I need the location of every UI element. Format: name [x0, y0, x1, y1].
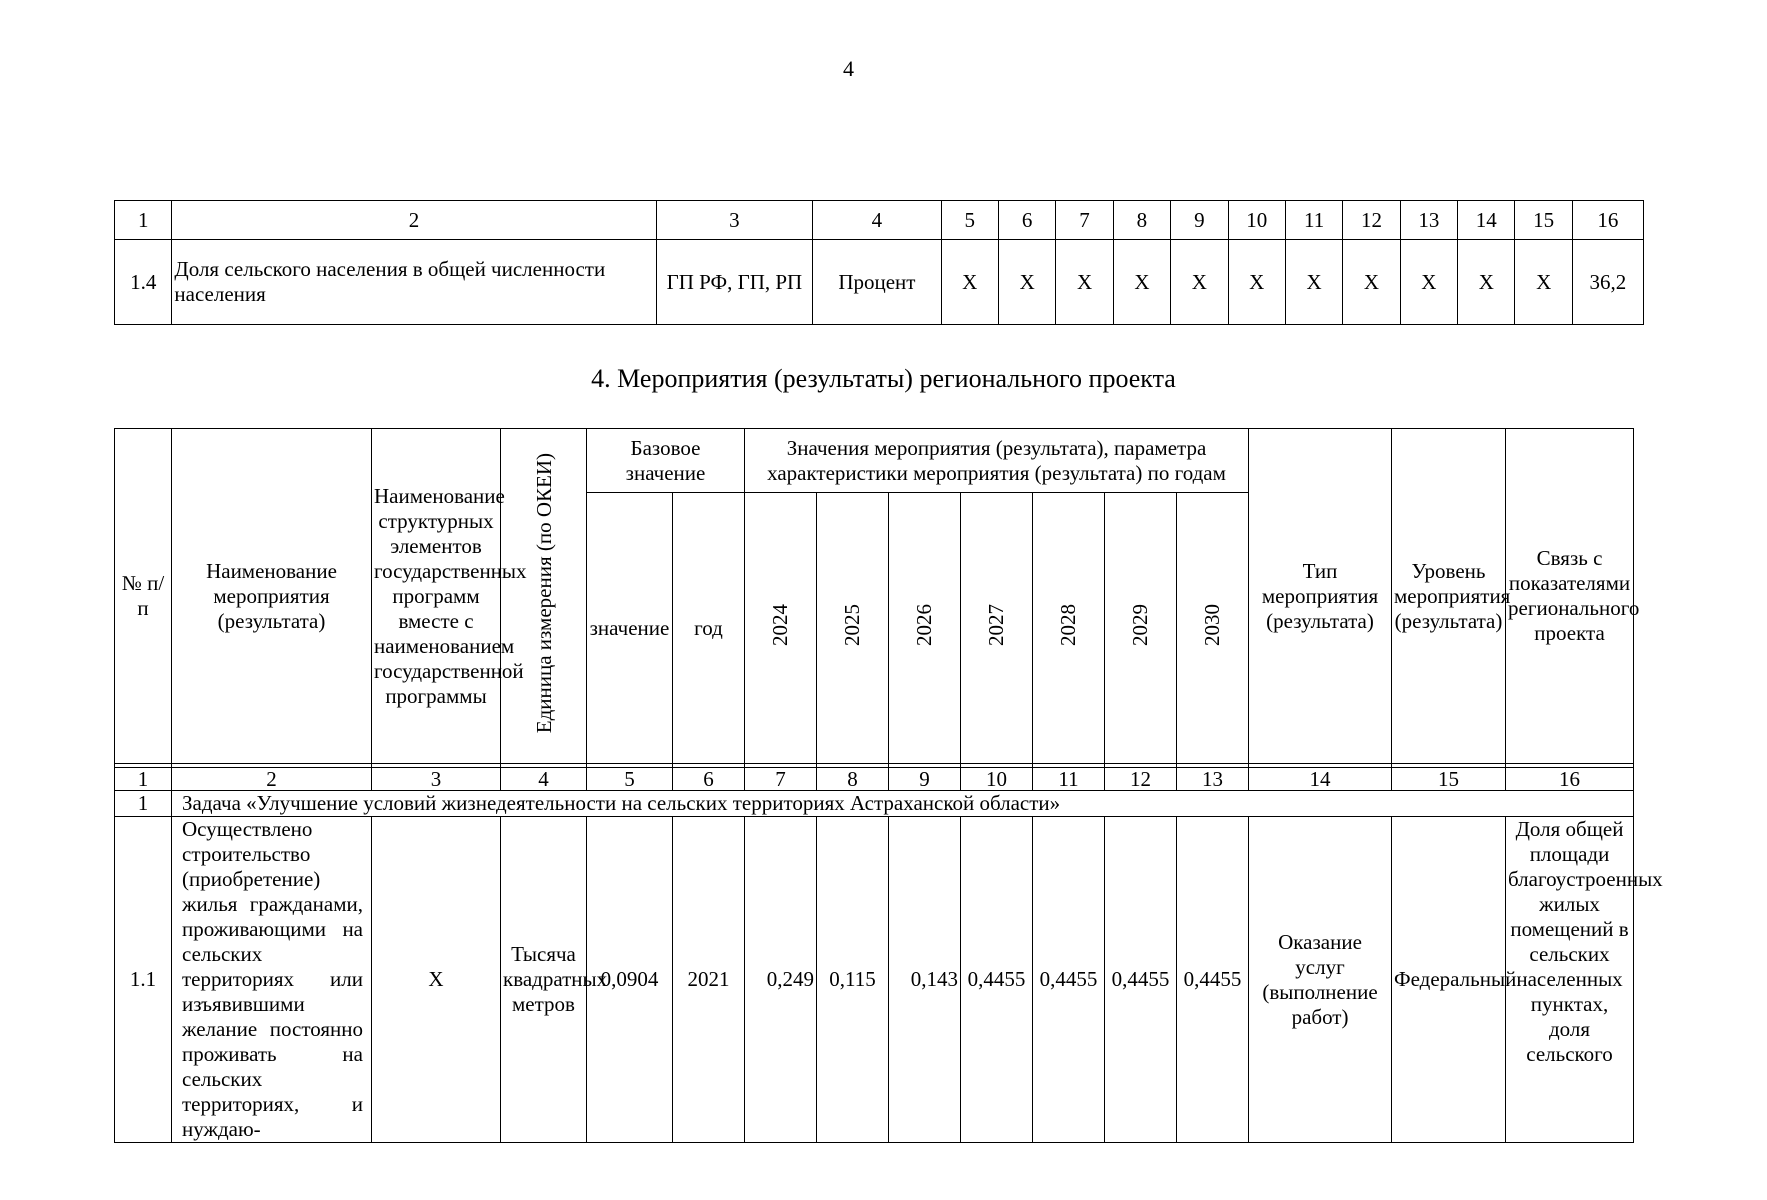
event-type: Оказание услуг (выполнение работ)	[1249, 817, 1392, 1143]
event-name: Осуществлено строительство (приобретение) жилья гражданами, проживающими на сельских территориях или изъявившими желание постоянно проживать на сельских территориях, и нуждаю-	[172, 817, 372, 1143]
column-number: 7	[1056, 201, 1113, 240]
column-number: 2	[172, 201, 656, 240]
header-indicator-link: Связь с показателями регионального проекта	[1506, 429, 1634, 764]
indicator-value: X	[1343, 240, 1400, 325]
event-year-value: 0,4455	[1105, 817, 1177, 1143]
header-year	[745, 493, 817, 764]
column-number: 10	[961, 768, 1033, 791]
header-year-text: 2025	[840, 604, 865, 646]
column-number: 11	[1285, 201, 1342, 240]
task-title: Задача «Улучшение условий жизнедеятельности на сельских территориях Астраханской области»	[172, 791, 1634, 817]
table-row	[115, 817, 1634, 1143]
column-number-row	[115, 201, 1644, 240]
column-number: 9	[889, 768, 961, 791]
header-base-value-value: значение	[587, 493, 673, 764]
column-number: 13	[1177, 768, 1249, 791]
column-number: 8	[817, 768, 889, 791]
header-year	[1033, 493, 1105, 764]
column-number: 12	[1105, 768, 1177, 791]
indicator-value: 36,2	[1572, 240, 1643, 325]
column-number: 2	[172, 768, 372, 791]
header-year	[889, 493, 961, 764]
event-number: 1.1	[115, 817, 172, 1143]
column-number: 10	[1228, 201, 1285, 240]
column-number: 16	[1572, 201, 1643, 240]
header-year	[961, 493, 1033, 764]
header-unit	[501, 429, 587, 764]
event-unit: Тысяча квадратных метров	[501, 817, 587, 1143]
header-row	[115, 429, 1634, 493]
event-year-value: 0,4455	[1033, 817, 1105, 1143]
column-number: 15	[1392, 768, 1506, 791]
header-year	[817, 493, 889, 764]
header-year-text: 2028	[1056, 604, 1081, 646]
column-number: 1	[115, 201, 172, 240]
column-number: 13	[1400, 201, 1457, 240]
indicator-value: X	[1400, 240, 1457, 325]
header-base-value: Базовое значение	[587, 429, 745, 493]
event-base-value: 0,0904	[587, 817, 673, 1143]
column-number: 14	[1249, 768, 1392, 791]
column-number: 6	[998, 201, 1055, 240]
column-number: 3	[372, 768, 501, 791]
section-title: 4. Мероприятия (результаты) регионального проекта	[591, 364, 1176, 393]
column-number: 15	[1515, 201, 1572, 240]
header-year-text: 2024	[768, 604, 793, 646]
column-number: 7	[745, 768, 817, 791]
column-number: 6	[673, 768, 745, 791]
header-year-text: 2026	[912, 604, 937, 646]
event-year-value: 0,143	[889, 817, 961, 1143]
event-indicator-link: Доля общей площади благоустроенных жилых помещений в сельских населенных пунктах, доля сельского	[1506, 817, 1634, 1143]
column-number: 1	[115, 768, 172, 791]
column-number: 4	[501, 768, 587, 791]
header-unit-text: Единица измерения (по ОКЕИ)	[531, 452, 556, 734]
header-event-level: Уровень мероприятия (результата)	[1392, 429, 1506, 764]
indicator-value: X	[1515, 240, 1572, 325]
column-number: 5	[941, 201, 998, 240]
indicator-level: ГП РФ, ГП, РП	[656, 240, 813, 325]
header-num: № п/п	[115, 429, 172, 764]
column-number: 16	[1506, 768, 1634, 791]
event-structural-element: X	[372, 817, 501, 1143]
indicator-unit: Процент	[813, 240, 941, 325]
column-number: 11	[1033, 768, 1105, 791]
header-event-type: Тип мероприятия (результата)	[1249, 429, 1392, 764]
event-year-value: 0,4455	[961, 817, 1033, 1143]
header-year-text: 2027	[984, 604, 1009, 646]
column-number: 9	[1171, 201, 1228, 240]
page-number: 4	[843, 56, 854, 81]
column-number: 4	[813, 201, 941, 240]
header-structural-elements: Наименование структурных элементов государственных программ вместе с наименованием государственной программы	[372, 429, 501, 764]
indicator-value: X	[1285, 240, 1342, 325]
event-year-value: 0,4455	[1177, 817, 1249, 1143]
column-number: 3	[656, 201, 813, 240]
header-year	[1105, 493, 1177, 764]
event-year-value: 0,115	[817, 817, 889, 1143]
event-level: Федеральный	[1392, 817, 1506, 1143]
indicator-name: Доля сельского населения в общей численности населения	[172, 240, 656, 325]
header-year-text: 2029	[1128, 604, 1153, 646]
event-base-year: 2021	[673, 817, 745, 1143]
indicator-value: X	[1228, 240, 1285, 325]
indicator-value: X	[1113, 240, 1170, 325]
indicators-table	[114, 200, 1644, 325]
task-number: 1	[115, 791, 172, 817]
header-year	[1177, 493, 1249, 764]
indicator-value: X	[998, 240, 1055, 325]
indicator-value: X	[1056, 240, 1113, 325]
header-base-value-year: год	[673, 493, 745, 764]
task-row	[115, 791, 1634, 817]
column-number-row	[115, 768, 1634, 791]
table-row	[115, 240, 1644, 325]
row-number: 1.4	[115, 240, 172, 325]
indicator-value: X	[1171, 240, 1228, 325]
column-number: 8	[1113, 201, 1170, 240]
indicator-value: X	[1458, 240, 1515, 325]
column-number: 12	[1343, 201, 1400, 240]
header-year-text: 2030	[1200, 604, 1225, 646]
indicator-value: X	[941, 240, 998, 325]
column-number: 5	[587, 768, 673, 791]
event-year-value: 0,249	[745, 817, 817, 1143]
header-values-by-year: Значения мероприятия (результата), параметра характеристики мероприятия (результата) по годам	[745, 429, 1249, 493]
header-event-name: Наименование мероприятия (результата)	[172, 429, 372, 764]
events-table	[114, 428, 1663, 1143]
column-number: 14	[1458, 201, 1515, 240]
